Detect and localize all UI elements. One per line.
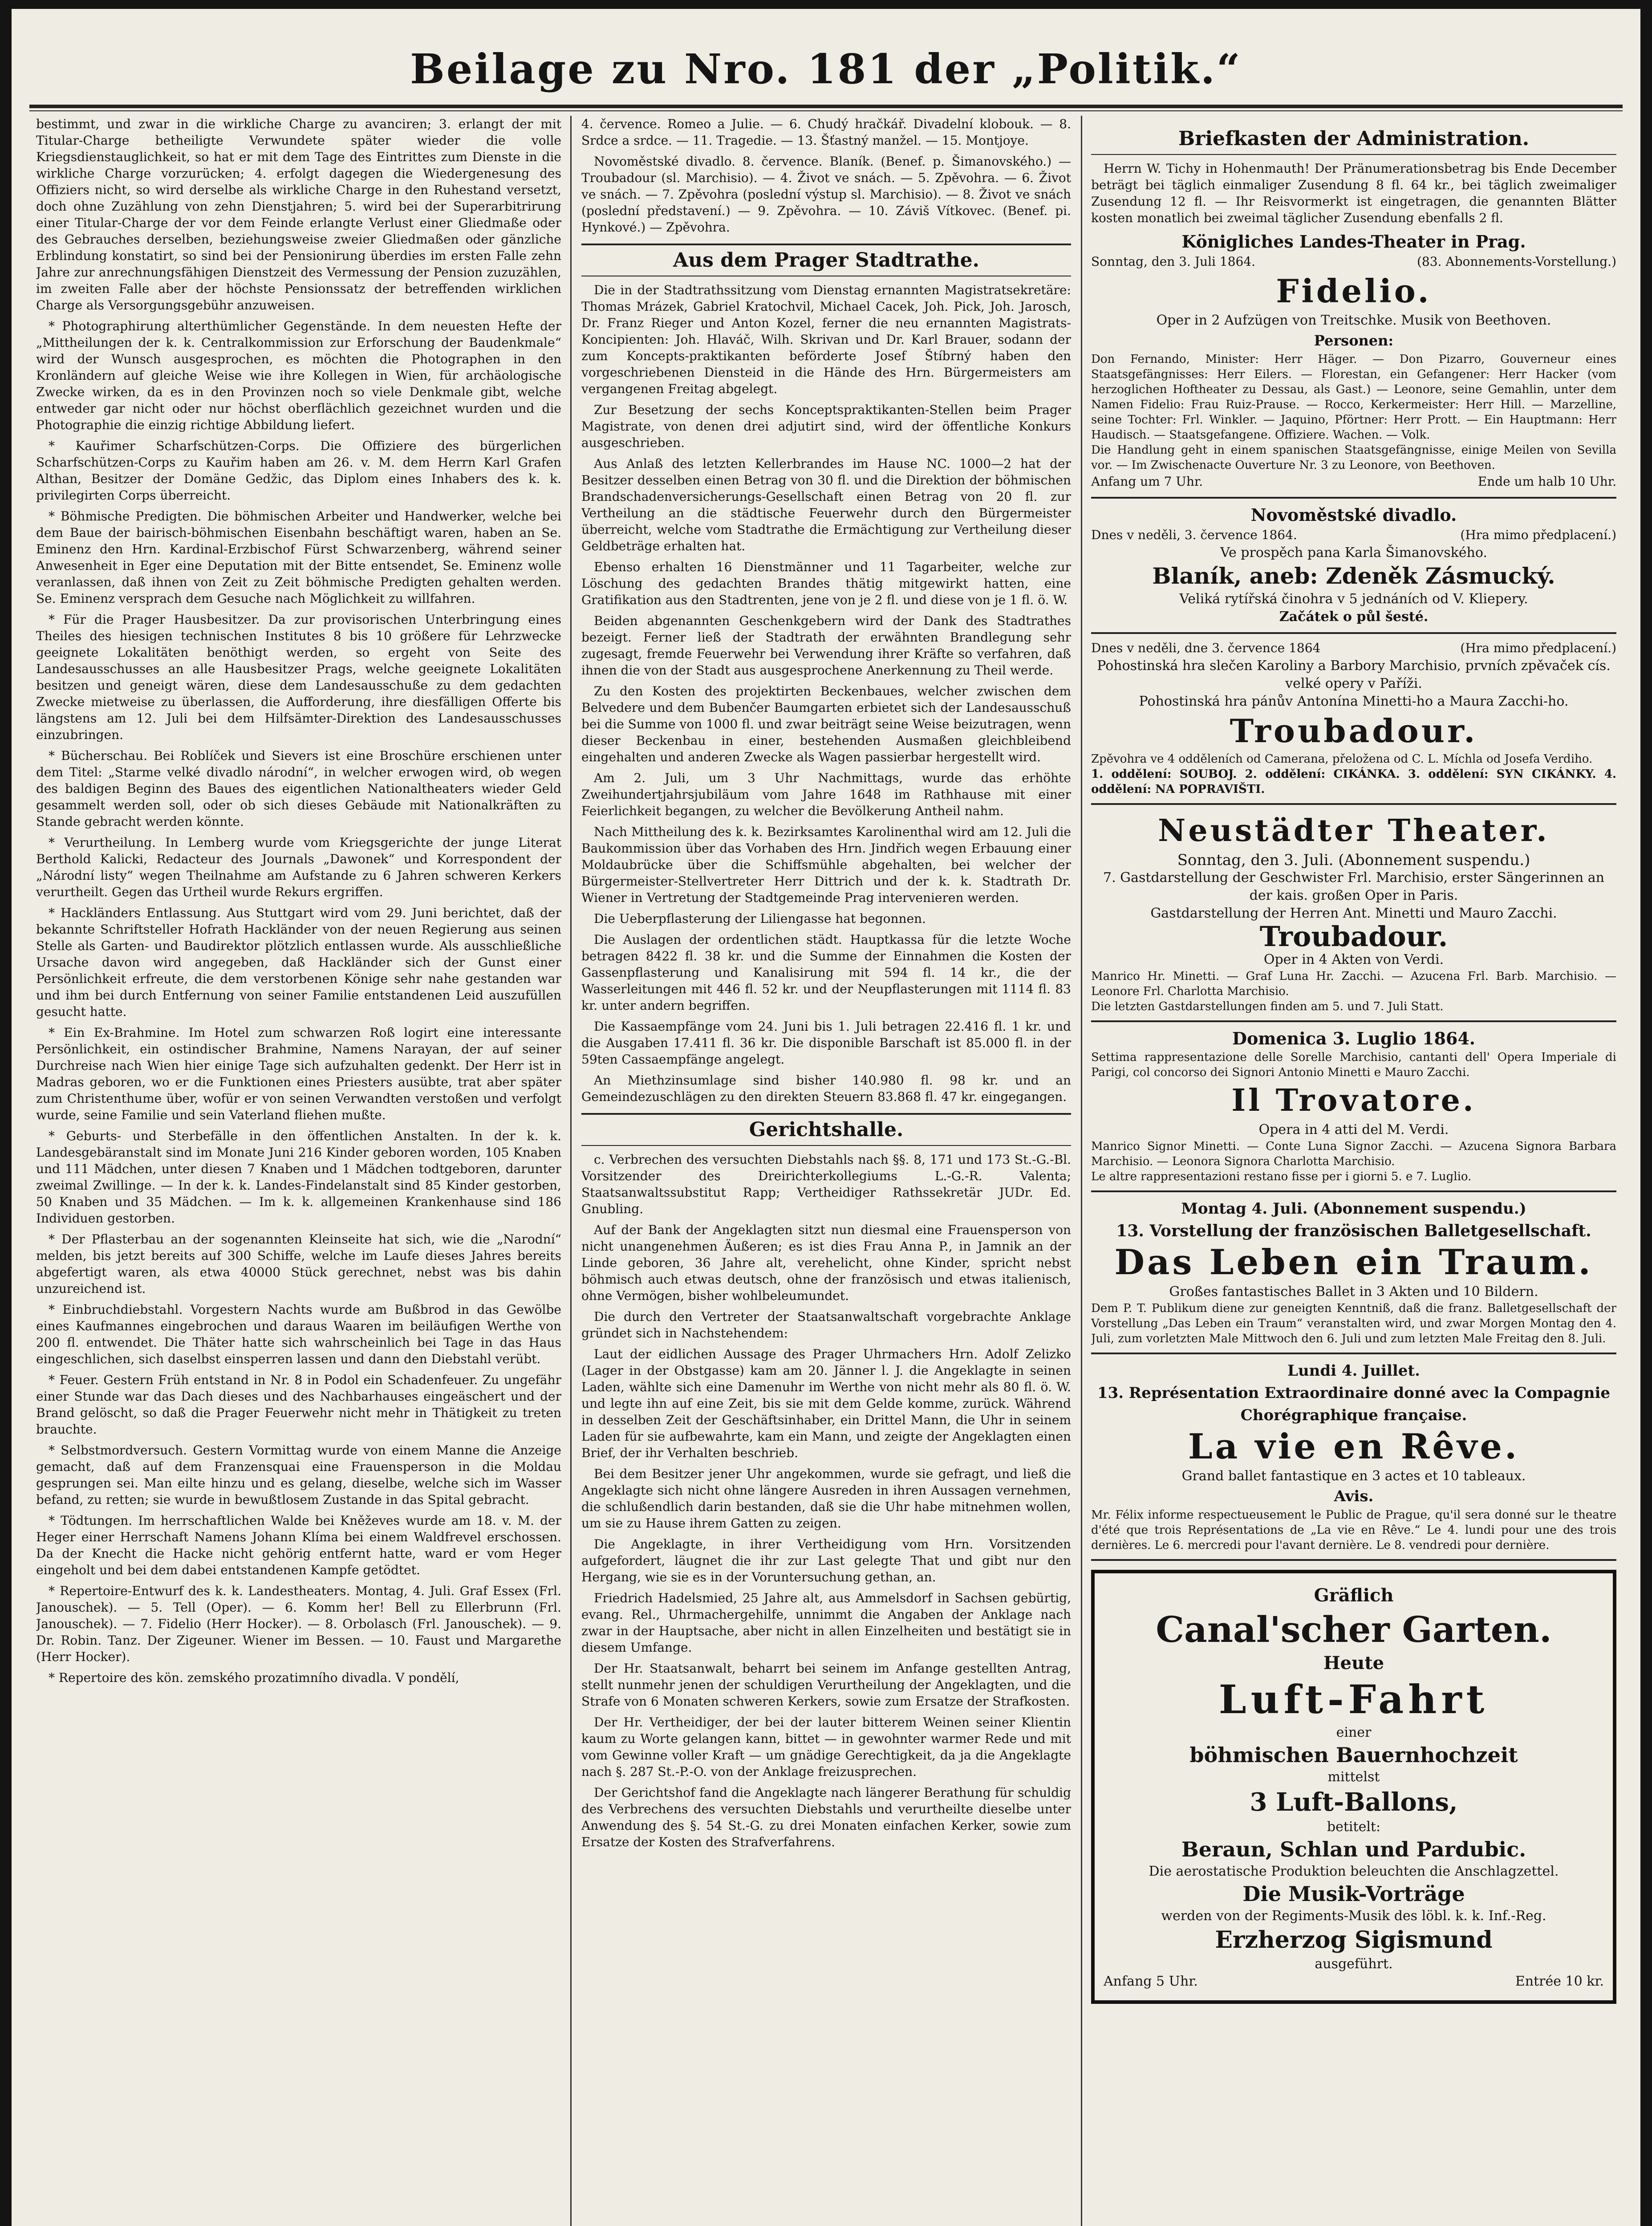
masthead-rule-thin [29, 110, 1623, 111]
ad-date: Sonntag, den 3. Juli. (Abonnement suspendu.) [1177, 851, 1530, 869]
newspaper-page [12, 9, 1640, 2226]
article-paragraph: Auf der Bank der Angeklagten sitzt nun diesmal eine Frauensperson von nicht unangenehmen Äußeren; es ist dies Frau Anna P., in Jamnik an der Linde geboren, 36 Jahre alt, verehelicht, ohne Kinder, spricht nebst böhmisch auch etwas deutsch, ohne der französisch und etwas italienisch, ohne Vermögen, bisher wohlbeleumundet. [581, 1223, 1071, 1303]
article-paragraph: Herrn W. Tichy in Hohenmauth! Der Pränumerationsbetrag bis Ende December beträgt bei täglich einmaliger Zusendung 8 fl. 64 kr., bei täglich zweimaliger Zusendung 12 fl. — Ihr Reisvormerkt ist eingetragen, die genannten Blätter kosten monatlich bei zweimal täglicher Zusendung ebenfalls 2 fl. [1091, 161, 1616, 225]
article-paragraph: * Bücherschau. Bei Roblíček und Sievers ist eine Broschüre erschienen unter dem Titel: „Starme velké divadlo národní“, in welcher erwogen wird, ob wegen des baldigen Beginn des Baues des eigentlichen Nationaltheaters wieder Geld gesammelt werden soll, oder ob sich dieses Gebäude mit Nationalkräften zu Stande gebracht werden könnte. [36, 748, 561, 829]
article-paragraph: Der Hr. Staatsanwalt, beharrt bei seinem im Anfange gestellten Antrag, stellt nunmehr jenen der schuldigen Verurtheilung der Angeklagten, und die Strafe von 6 Monaten schweren Kerkers, sowie zum Ersatze der Strafkosten. [581, 1661, 1071, 1709]
canal-price: Entrée 10 kr. [1515, 1974, 1604, 1989]
article-paragraph: Nach Mittheilung des k. k. Bezirksamtes Karolinenthal wird am 12. Juli die Baukommission über das Vorhaben des Hrn. Jindřich wegen Erbauung einer Moldaubrücke über die Schiffsmühle abgehalten, bei welcher der Bürgermeister-Stellvertreter Herr Dittrich und der k. k. Stadtrath Dr. Wiener in Vertretung der Stadtgemeinde Prag intervenieren werden. [581, 825, 1071, 905]
article-paragraph: * Geburts- und Sterbefälle in den öffentlichen Anstalten. In der k. k. Landesgebäranstalt sind im Monate Juni 216 Kinder geboren worden, 105 Knaben und 111 Mädchen, unter diesen 7 Knaben und 1 Mädchen todtgeboren, darunter zweimal Zwillinge. — In der k. k. Landes-Findelanstalt sind 85 Kinder gestorben, 50 Knaben und 35 Mädchen. — Im k. k. allgemeinen Krankenhause sind 186 Individuen gestorben. [36, 1129, 561, 1226]
canal-start-time: Anfang 5 Uhr. [1104, 1974, 1198, 1989]
ad-time-row [1091, 473, 1616, 491]
article-paragraph: * Feuer. Gestern Früh entstand in Nr. 8 in Podol ein Schadenfeuer. Zu ungefähr einer Stunde war das Dach dieses und des Nachbarhauses eingeäschert und der Brand gelöscht, so daß die Prager Feuerwehr nicht mehr in Thätigkeit zu treten brauchte. [36, 1373, 561, 1437]
column-divider-1 [570, 116, 572, 2226]
ad-genre-line: Großes fantastisches Ballet in 3 Akten und 10 Bildern. [1169, 1284, 1538, 1300]
canal-line: Gräflich [1314, 1585, 1394, 1606]
section-heading-briefkasten: Briefkasten der Administration. [1091, 124, 1616, 155]
canal-regiment: Erzherzog Sigismund [1215, 1926, 1493, 1954]
section-heading-gerichtshalle: Gerichtshalle. [581, 1113, 1071, 1146]
canal-line: mittelst [1327, 1769, 1380, 1785]
ad-title: Troubadour. [1230, 712, 1478, 750]
ad-genre-line: Opera in 4 atti del M. Verdi. [1258, 1122, 1449, 1137]
canal-event-title: Luft-Fahrt [1218, 1676, 1489, 1722]
ad-note: Mr. Félix informe respectueusement le Public de Prague, qu'il sera donné sur le theatre d'été que trois Représentations de „La vie en Rêve.“ Le 4. lundi pour une des trois dernières. Le 6. mercredi pour l'avant dernière. Le 8. vendredi pour dernière. [1091, 1508, 1616, 1552]
ad-title-secondary: Troubadour. [1259, 920, 1448, 953]
canal-line: ausgeführt. [1315, 1956, 1393, 1972]
article-paragraph: An Miethzinsumlage sind bisher 140.980 fl. 98 kr. und an Gemeindezuschlägen zu den direkten Steuern 83.868 fl. 47 kr. eingegangen. [581, 1073, 1071, 1104]
ad-title: Blaník, aneb: Zdeněk Zásmucký. [1152, 563, 1555, 589]
masthead-rule [29, 105, 1623, 108]
ad-ballet-german [1091, 1198, 1616, 1354]
column-left [36, 116, 561, 2226]
repertoire-paragraph: Novoměstské divadlo. 8. července. Blaník. (Benef. p. Šimanovského.) — Troubadour (sl. Marchisio). — 4. Život ve snách. — 5. Zpěvohra. — 6. Život ve snách. — 7. Zpěvohra (poslední výstup sl. Marchisio). — 8. Život ve snách (poslední představení.) — 9. Zpěvohra. — 10. Záviš Vítkovec. (Benef. pi. Hynkové.) — Zpěvohra. [581, 154, 1071, 235]
ad-heading: Montag 4. Juli. (Abonnement suspendu.) [1181, 1200, 1526, 1218]
article-paragraph: * Ein Ex-Brahmine. Im Hotel zum schwarzen Roß logirt eine interessante Persönlichkeit, ein ostindischer Brahmine, Namens Narayan, der auf seiner Durchreise nach Wien hier einige Tage sich aufzuhalten gedenkt. Der Herr ist in Madras geboren, wo er die Funktionen eines Priesters ausübte, trat aber später zum Christenthume über, wofür er von seinen Verwandten verstoßen und verfolgt wurde, seine Familie und sein Vaterland fliehen mußte. [36, 1025, 561, 1122]
ad-genre-line: Oper in 4 Akten von Verdi. [1263, 952, 1444, 967]
ad-acts-line: 1. oddělení: SOUBOJ. 2. oddělení: CIKÁNKA. 3. oddělení: SYN CIKÁNKY. 4. oddělení: NA POPRAVIŠTI. [1091, 768, 1616, 796]
ad-note: Dem P. T. Publikum diene zur geneigten Kenntniß, daß die franz. Balletgesellschaft der Vorstellung „Das Leben ein Traum“ veranstalten wird, und zwar Morgen Montag den 4. Juli, zum vorletzten Male Mittwoch den 6. Juli und zum letzten Male Freitag den 8. Juli. [1091, 1302, 1616, 1345]
article-paragraph: * Hackländers Entlassung. Aus Stuttgart wird vom 29. Juni berichtet, daß der bekannte Schriftsteller Hofrath Hackländer von der neuen Regierung aus seinen Stelle als Garten- und Baudirektor plötzlich entlassen wurde. Als ausschließliche Ursache davon wird angegeben, daß Hackländer sich der Gunst einer Persönlichkeit erfreute, die dem verstorbenen Könige sehr nahe gestanden war und ihm bei durch Entfernung von seiner Familie entstandenen Leid auszufüllen gesucht hatte. [36, 906, 561, 1019]
ad-guest-line: 7. Gastdarstellung der Geschwister Frl. Marchisio, erster Sängerinnen an der kais. großen Oper in Paris. [1103, 870, 1604, 903]
ad-cast: Manrico Signor Minetti. — Conte Luna Signor Zacchi. — Azucena Signora Barbara Marchisio. — Leonora Signora Charlotta Marchisio. [1091, 1140, 1616, 1168]
column-right [1091, 116, 1616, 2226]
canal-title: Canal'scher Garten. [1156, 1609, 1552, 1650]
article-paragraph: c. Verbrechen des versuchten Diebstahls nach §§. 8, 171 und 173 St.-G.-Bl. Vorsitzender des Dreirichterkollegiums L.-G.-R. Valenta; Staatsanwaltssubstitut Rapp; Vertheidiger Rathssekretär JUDr. Ed. Gnubling. [581, 1152, 1071, 1216]
ad-start-time: Začátek o půl šesté. [1279, 609, 1429, 625]
article-paragraph: Zur Besetzung der sechs Konceptspraktikanten-Stellen beim Prager Magistrate, von denen drei adjutirt sind, wird der öffentliche Konkurs ausgeschrieben. [581, 402, 1071, 450]
ad-note: Die letzten Gastdarstellungen finden am 5. und 7. Juli Statt. [1091, 1000, 1444, 1013]
ad-performance-line: 13. Représentation Extraordinaire donné avec la Compagnie Chorégraphique française. [1097, 1384, 1611, 1424]
ad-subtitle: Oper in 2 Aufzügen von Treitschke. Musik von Beethoven. [1156, 313, 1551, 328]
column-middle [581, 116, 1071, 2226]
section-heading-stadtrath: Aus dem Prager Stadtrathe. [581, 244, 1071, 276]
article-paragraph: Der Gerichtshof fand die Angeklagte nach längerer Berathung für schuldig des Verbrechens des versuchten Diebstahls und verurtheilte dieselbe unter Anwendung des §. 54 St.-G. zu drei Monaten einfachen Kerker, sowie zum Ersatze der Kosten des Strafverfahrens. [581, 1785, 1071, 1849]
article-paragraph: Aus Anlaß des letzten Kellerbrandes im Hause NC. 1000—2 hat der Besitzer desselben einen Betrag von 30 fl. und die Direktion der böhmischen Brandschadenversicherungs-Gesellschaft einen Betrag von 20 fl. zur Vertheilung an die städtische Feuerwehr durch den Bürgermeister überreicht, welche vom Stadtrathe die Ermächtigung zur Vertheilung dieser Geldbeträge erhalten hat. [581, 456, 1071, 553]
article-paragraph: Friedrich Hadelsmied, 25 Jahre alt, aus Ammelsdorf in Sachsen gebürtig, evang. Rel., Uhrmachergehilfe, unnimmt die Angaben der Anklage nach zwar in der Hauptsache, aber nicht in allen Einzelheiten und bestätigt sie in diesem Umfange. [581, 1591, 1071, 1655]
article-paragraph: Die Kassaempfänge vom 24. Juni bis 1. Juli betragen 22.416 fl. 1 kr. und die Ausgaben 17.411 fl. 36 kr. Die disponible Barschaft ist 85.000 fl. in der 59ten Cassaempfänge angelegt. [581, 1019, 1071, 1067]
article-paragraph: Der Hr. Vertheidiger, der bei der lauter bitterem Weinen seiner Klientin kaum zu Worte gelangen kann, bittet — in gewohnter warmer Rede und mit vom Gewinne voller Kraft — um gnädige Gerechtigkeit, da ja die Angeklagte nach §. 287 St.-P.-O. von der Anklage freizusprechen. [581, 1715, 1071, 1779]
ad-guest-line: Pohostinská hra pánův Antonína Minetti-ho a Maura Zacchi-ho. [1139, 694, 1569, 709]
ad-canal-garten [1091, 1570, 1616, 2004]
ad-subscription-note: (Hra mimo předplacení.) [1460, 641, 1616, 655]
article-paragraph: Die Angeklagte, in ihrer Vertheidigung vom Hrn. Vorsitzenden aufgefordert, läugnet die ihr zur Last gelegte That und gibt nur den Hergang, wie sie es in der Voruntersuchung gethan, an. [581, 1537, 1071, 1584]
article-paragraph: Beiden abgenannten Geschenkgebern wird der Dank des Stadtrathes bezeigt. Ferner ließ der Stadtrath der erwähnten Brandlegung sehr zugesagt, fremde Feuerwehr bei Verwendung ihrer Kräfte so verfahren, daß ihnen die von der Stadt aus ausgesprochene Anerkennung zu Theil werde. [581, 613, 1071, 678]
ad-genre-line: Zpěvohra ve 4 odděleních od Camerana, přeložena od C. L. Míchla od Josefa Verdiho. [1091, 752, 1593, 766]
ad-title: La vie en Rêve. [1188, 1426, 1520, 1467]
ad-heading: Domenica 3. Luglio 1864. [1232, 1028, 1475, 1048]
ad-date: Dnes v neděli, 3. července 1864. [1091, 528, 1297, 542]
article-paragraph: Laut der eidlichen Aussage des Prager Uhrmachers Hrn. Adolf Zelizko (Lager in der Obstgasse) kam am 20. Jänner l. J. die Angeklagte in seinen Laden, wählte sich eine Damenuhr im Werthe von nicht mehr als 80 fl. ö. W. und legte ihn auf eine Zeit, bis sie mit dem Gelde komme, zurück. Während in desselben Zeit der Geschäftsinhaber, ein Drittel Mann, die Uhr in seinem Laden für sie aufbewahrte, kam ein Mann, und zeigte der Angeklagten einen Brief, der ihr Verhalten beschrieb. [581, 1347, 1071, 1460]
article-paragraph: * Repertoire des kön. zemského prozatimního divadla. V pondělí, [49, 1670, 459, 1685]
article-paragraph: Ebenso erhalten 16 Dienstmänner und 11 Tagarbeiter, welche zur Löschung des gedachten Brandes thätig mitgewirkt hatten, eine Gratifikation aus den Stadtrenten, jene von je 2 fl. und diese von je 1 fl. ö. W. [581, 560, 1071, 607]
ad-subscription-note: (83. Abonnements-Vorstellung.) [1417, 254, 1616, 269]
masthead-title: Beilage zu Nro. 181 der „Politik.“ [410, 45, 1242, 93]
column-divider-2 [1081, 116, 1082, 2226]
ad-landestheater-fidelio [1091, 231, 1616, 499]
ad-title: Das Leben ein Traum. [1114, 1242, 1593, 1283]
article-paragraph: * Für die Prager Hausbesitzer. Da zur provisorischen Unterbringung eines Theiles des hiesigen technischen Institutes 8 bis 10 größere für Lehrzwecke geeignete Lokalitäten benöthigt werden, so ergeht von Seite des Landesausschusses an alle Hausbesitzer Prags, welche geeignete Lokalitäten besitzen und geneigt wären, diese dem Landesausschuße zu dem gedachten Zwecke mietweise zu überlassen, die Aufforderung, ihre diesfälligen Offerte bis längstens am 12. Juli bei dem Hilfsämter-Direktion des Landesausschusses einzubringen. [36, 612, 561, 742]
canal-line: werden von der Regiments-Musik des löbl. k. k. Inf.-Reg. [1161, 1908, 1546, 1924]
canal-balloons: 3 Luft-Ballons, [1250, 1787, 1458, 1817]
article-paragraph: Die durch den Vertreter der Staatsanwaltschaft vorgebrachte Anklage gründet sich in Nachstehendem: [581, 1309, 1071, 1340]
ad-guest-line: Pohostinská hra slečen Karoliny a Barbory Marchisio, prvních zpěvaček cís. velké opery v Paříži. [1097, 658, 1611, 691]
article-paragraph: * Böhmische Predigten. Die böhmischen Arbeiter und Handwerker, welche bei dem Baue der bairisch-böhmischen Eisenbahn beschäftigt waren, haben an Se. Eminenz den Hrn. Kardinal-Erzbischof Fürst Schwarzenberg, während seiner Anwesenheit in Eger eine Deputation mit der Bitte entsendet, Se. Eminenz wolle veranlassen, daß ihnen von Zeit zu Zeit böhmische Predigten gehalten werden. Se. Eminenz versprach dem Gesuche nach Möglichkeit zu willfahren. [36, 509, 561, 606]
ad-title: Neustädter Theater. [1158, 813, 1550, 849]
ad-performance-line: 13. Vorstellung der französischen Balletgesellschaft. [1116, 1222, 1591, 1240]
ad-subscription-note: (Hra mimo předplacení.) [1460, 528, 1616, 542]
ad-ballet-french [1091, 1360, 1616, 1561]
repertoire-paragraph: 4. července. Romeo a Julie. — 6. Chudý hračkář. Divadelní klobouk. — 8. Srdce a srdce. — 11. Tragedie. — 13. Šťastný manžel. — 15. Montjoye. [581, 117, 1071, 148]
article-paragraph: bestimmt, und zwar in die wirkliche Charge zu avanciren; 3. erlangt der mit Titular-Charge betheiligte Verwundete später wieder die volle Kriegsdienstauglichkeit, so hat er mit dem Tage des Eintrittes zum Dienste in die wirkliche Charge vorzurücken; 4. erfolgt dagegen die Wiedergenesung des Offiziers nicht, so wird derselbe als wirkliche Charge in den Ruhestand versetzt, doch ohne Zuzählung von zehn Dienstjahren; 5. wird bei der Superarbitrirung einer Titular-Charge der vor dem Feinde erlangte Verlust einer Gliedmaße oder des Gebrauches derselben, beziehungsweise zweier Gliedmaßen oder gänzliche Erblindung konstatirt, so sind bei der Pensionirung überdies im ersten Falle zehn Jahre zur anrechnungsfähigen Dienstzeit des Vermessung der Pension zuzuzählen, im zweiten Falle aber der höchste Pensionssatz der betreffenden wirklichen Charge als Versorgungsgebühr anzuweisen. [36, 117, 561, 313]
ad-date-row [1091, 253, 1616, 271]
ad-note: Die Handlung geht in einem spanischen Staatsgefängnisse, einige Meilen von Sevilla vor. — Im Zwischenacte Ouverture Nr. 3 zu Leonore, von Beethoven. [1091, 443, 1616, 472]
ad-novomestske-troubadour [1091, 639, 1616, 805]
canal-line: Die aerostatische Produktion beleuchten die Anschlagzettel. [1149, 1864, 1559, 1879]
article-paragraph: * Der Pflasterbau an der sogenannten Kleinseite hat sich, wie die „Narodní“ melden, bis jetzt bereits auf 300 Schiffe, welche im Laufe dieses Jahres bereits abgefertigt waren, als etwa 40000 Stück gerechnet, nebst was bis dahin unzureichend ist. [36, 1232, 561, 1296]
canal-music-heading: Die Musik-Vorträge [1242, 1882, 1465, 1906]
ad-heading: Königliches Landes-Theater in Prag. [1181, 232, 1526, 252]
article-paragraph: Zu den Kosten des projektirten Beckenbaues, welcher zwischen dem Belvedere und dem Bubenčer Baumgarten erbietet sich der Landesausschuß bei die Summe von 1000 fl. und zwar beiträgt seine Weise beizutragen, wenn dieser Beckenbau in einer, bestehenden Ausmaßen gleichbleibend eingehalten und anderen Zwecke als Wagen passierbar hergestellt wird. [581, 684, 1071, 764]
article-paragraph: Am 2. Juli, um 3 Uhr Nachmittags, wurde das erhöhte Zweihundertjahrsjubiläum vom Jahre 1648 im Rathhause mit einer Feierlichkeit begangen, zu welcher die Bevölkerung Antheil nahm. [581, 771, 1071, 818]
ad-genre-line: Veliká rytířská činohra v 5 jednáních od V. Kliepery. [1179, 591, 1528, 607]
ad-date: Sonntag, den 3. Juli 1864. [1091, 254, 1256, 269]
ad-start-time: Anfang um 7 Uhr. [1091, 474, 1203, 489]
article-paragraph: * Selbstmordversuch. Gestern Vormittag wurde von einem Manne die Anzeige gemacht, daß auf dem Franzensquai eine Frauensperson in die Moldau gesprungen sei. Man eilte hinzu und es gelang, dieselbe, welche sich im Wasser befand, zu retten; sie wurde in bewußtlosem Zustande in das Spital gebracht. [36, 1443, 561, 1507]
ad-title: Fidelio. [1276, 272, 1432, 310]
ad-benefit-line: Ve prospěch pana Karla Šimanovského. [1220, 545, 1487, 561]
canal-line: böhmischen Bauernhochzeit [1189, 1743, 1518, 1767]
canal-balloon-names: Beraun, Schlan und Pardubic. [1181, 1837, 1526, 1861]
article-paragraph: Bei dem Besitzer jener Uhr angekommen, wurde sie gefragt, und ließ die Angeklagte sich nicht ohne längere Ausreden in ihren Aussagen vernehmen, die schlußendlich darin bestanden, daß sie die Uhr habe mitnehmen wollen, um sie zu Hause ihrem Gatten zu zeigen. [581, 1466, 1071, 1531]
canal-line: einer [1336, 1725, 1372, 1740]
ad-date-row [1091, 526, 1616, 544]
article-paragraph: * Verurtheilung. In Lemberg wurde vom Kriegsgerichte der junge Literat Berthold Kalicki, Redacteur des Journals „Dawonek“ und Korrespondent der „Národní listy“ wegen Theilnahme am Aufstande zu 6 Jahren schweren Kerkers verurtheilt. Gegen das Urtheil wurde Rekurs ergriffen. [36, 835, 561, 899]
ad-notice-label: Avis. [1334, 1487, 1374, 1505]
ad-heading: Novoměstské divadlo. [1250, 505, 1457, 525]
article-paragraph: Die Auslagen der ordentlichen städt. Hauptkassa für die letzte Woche betragen 8422 fl. 38 kr. und die Summe der Einnahmen die Kosten der Gassenpflasterung und Kanalisirung mit 594 fl. 14 kr., die der Wasserleitungen mit 446 fl. 52 kr. und der Neupflasterungen mit 1114 fl. 83 kr. unter andern begriffen. [581, 932, 1071, 1013]
ad-guest-line: Gastdarstellung der Herren Ant. Minetti und Mauro Zacchi. [1150, 906, 1557, 921]
ad-genre-line: Grand ballet fantastique en 3 actes et 10 tableaux. [1181, 1468, 1526, 1484]
article-paragraph: * Repertoire-Entwurf des k. k. Landestheaters. Montag, 4. Juli. Graf Essex (Frl. Janouschek). — 5. Tell (Oper). — 6. Komm her! Bell zu Ellerbrunn (Frl. Janouschek). — 7. Fidelio (Herr Hocker). — 8. Orbolasch (Frl. Janouschek). — 9. Dr. Robin. Tanz. Der Zigeuner. Wiener im Bessen. — 10. Faust und Margarethe (Herr Hocker). [36, 1584, 561, 1664]
ad-note: Le altre rappresentazioni restano fisse per i giorni 5. e 7. Luglio. [1091, 1170, 1472, 1183]
canal-footer-row [1104, 1973, 1604, 1990]
article-paragraph: * Photographirung alterthümlicher Gegenstände. In dem neuesten Hefte der „Mittheilungen der k. k. Centralkommission zur Erforschung der Baudenkmale“ wird der Wunsch ausgesprochen, es möchten die Photographen in den Kronländern auf gleiche Weise wie ihre Kollegen in Wien, für archäologische Zwecke wirken, da es in den Provinzen noch so viele Denkmale gibt, welche entweder gar nicht oder nur höchst oberflächlich gezeichnet wurden und die Photographie die einzig richtige Abbildung liefert. [36, 319, 561, 432]
ad-date: Dnes v neděli, dne 3. července 1864 [1091, 641, 1321, 655]
ad-neustaedter-troubadour [1091, 810, 1616, 1022]
ad-persons-label: Personen: [1314, 332, 1394, 349]
ad-guest-line: Settima rappresentazione delle Sorelle Marchisio, cantanti dell' Opera Imperiale di Parigi, col concorso dei Signori Antonio Minetti e Mauro Zacchi. [1091, 1051, 1616, 1079]
canal-line: Heute [1323, 1653, 1384, 1674]
ad-title: Il Trovatore. [1231, 1083, 1476, 1118]
ad-novomestske-blanik [1091, 504, 1616, 634]
ad-end-time: Ende um halb 10 Uhr. [1477, 474, 1616, 489]
article-paragraph: * Tödtungen. Im herrschaftlichen Walde bei Kněževes wurde am 18. v. M. der Heger einer Herrschaft Namens Johann Klíma bei einem Waldfrevel erschossen. Da der Knecht die Hacke nicht gehörig entfernt hatte, ward er vom Heger eingeholt und bei dem dabei entstandenen Kampfe getödtet. [36, 1513, 561, 1577]
article-paragraph: * Einbruchdiebstahl. Vorgestern Nachts wurde am Bußbrod in das Gewölbe eines Kaufmannes eingebrochen und daraus Waaren im beiläufigen Werthe von 200 fl. entwendet. Die Thäter hatte sich wahrscheinlich bei Tage in das Haus eingeschlichen, sich daselbst einsperren lassen und dann den Diebstahl verübt. [36, 1302, 561, 1366]
canal-line: betitelt: [1327, 1819, 1381, 1835]
article-paragraph: Die Ueberpflasterung der Liliengasse hat begonnen. [594, 911, 926, 926]
ad-trovatore-italian [1091, 1028, 1616, 1192]
ad-cast: Manrico Hr. Minetti. — Graf Luna Hr. Zacchi. — Azucena Frl. Barb. Marchisio. — Leonore Frl. Charlotta Marchisio. [1091, 970, 1616, 998]
ad-date-row [1091, 639, 1616, 657]
article-paragraph: * Kauřimer Scharfschützen-Corps. Die Offiziere des bürgerlichen Scharfschützen-Corps zu Kauřim haben am 26. v. M. dem Herrn Karl Grafen Althan, Besitzer der Domäne Gedžic, das Diplom eines Inhabers des k. k. privilegirten Corps überreicht. [36, 439, 561, 503]
article-paragraph: Die in der Stadtrathssitzung vom Dienstag ernannten Magistratsekretäre: Thomas Mrázek, Gabriel Kratochvil, Michael Cacek, Joh. Pick, Joh. Jarosch, Dr. Franz Rieger und Anton Kozel, ferner die neu ernannten Magistrats-Koncipienten: Joh. Hlaváč, Wilh. Skrivan und Dr. Karl Brauer, sodann der zum Koncepts-praktikanten beförderte Josef Štíbrný haben den vorgeschriebenen Diensteid in die Hände des Hrn. Bürgermeisters am vergangenen Freitag abgelegt. [581, 283, 1071, 396]
ad-cast: Don Fernando, Minister: Herr Häger. — Don Pizarro, Gouverneur eines Staatsgefängnisses: Herr Eilers. — Florestan, ein Gefangener: Herr Hacker (vom herzoglichen Hoftheater zu Dessau, als Gast.) — Leonore, seine Gemahlin, unter dem Namen Fidelio: Frau Ruiz-Prause. — Rocco, Kerkermeister: Herr Hill. — Marzelline, seine Tochter: Frl. Winkler. — Jaquino, Pförtner: Herr Prott. — Ein Hauptmann: Herr Haudisch. — Staatsgefangene. Offiziere. Wachen. — Volk. [1091, 353, 1616, 442]
ad-heading: Lundi 4. Juillet. [1287, 1362, 1420, 1380]
